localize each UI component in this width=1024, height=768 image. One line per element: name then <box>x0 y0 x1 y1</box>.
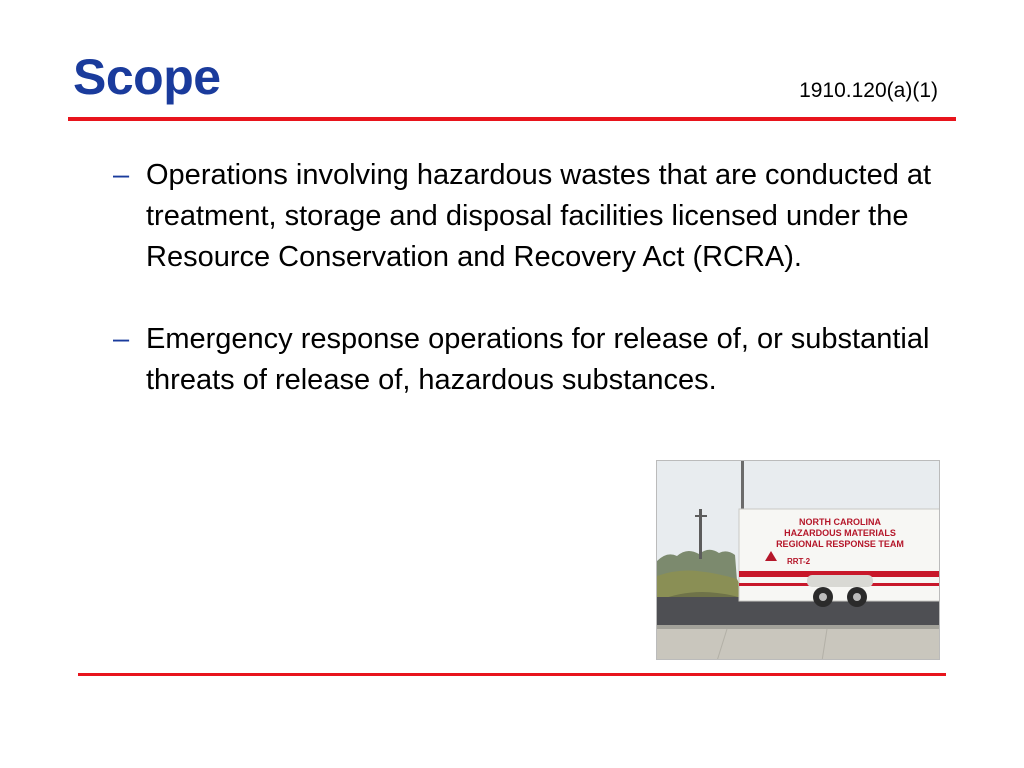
bullet-item <box>113 155 933 278</box>
bullet-dash: – <box>113 159 130 191</box>
photo-wheel-hub <box>819 593 827 601</box>
photo-pole-crossbar <box>695 515 707 517</box>
bullet-list <box>113 155 933 442</box>
photo-sign-line: HAZARDOUS MATERIALS <box>784 528 896 538</box>
photo-trailer-id: RRT-2 <box>787 557 811 566</box>
bottom-rule <box>78 673 946 676</box>
bullet-text: Emergency response operations for release of, or substantial threats of release of, hazardous substances. <box>146 323 930 396</box>
photo-sign-line: NORTH CAROLINA <box>799 517 881 527</box>
title-underline <box>68 117 956 121</box>
photo-sidewalk <box>657 629 940 660</box>
regulation-reference: 1910.120(a)(1) <box>799 79 938 102</box>
response-trailer-photo <box>656 460 940 660</box>
slide-title: Scope <box>73 49 221 105</box>
bullet-text: Operations involving hazardous wastes that are conducted at treatment, storage and disposal facilities licensed under the Resource Conservation and Recovery Act (RCRA). <box>146 159 932 273</box>
bullet-item <box>113 319 933 401</box>
photo-fender <box>807 575 873 587</box>
photo-wheel-hub <box>853 593 861 601</box>
bullet-dash: – <box>113 323 130 355</box>
photo-sign-line: REGIONAL RESPONSE TEAM <box>776 539 904 549</box>
